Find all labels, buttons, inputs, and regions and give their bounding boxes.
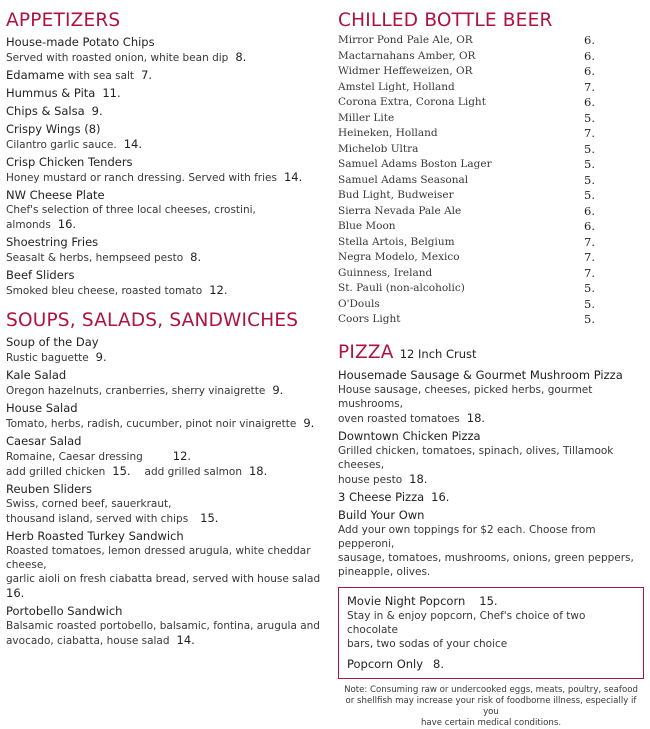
beer-row: Blue Moon 6. bbox=[338, 219, 595, 233]
menu-item: Hummus & Pita 11. bbox=[6, 86, 121, 100]
menu-item: Beef Sliders Smoked bleu cheese, roasted tomato 12. bbox=[6, 268, 228, 297]
beer-row: Samuel Adams Boston Lager 5. bbox=[338, 157, 595, 171]
beer-row: Bud Light, Budweiser 5. bbox=[338, 188, 595, 202]
beer-row: Sierra Nevada Pale Ale 6. bbox=[338, 203, 595, 218]
menu-item: Crisp Chicken Tenders Honey mustard or ranch dressing. Served with fries 14. bbox=[6, 155, 303, 184]
menu-item: Build Your Own Add your own toppings for $2 each. Choose from pepperoni, sausage, tomatoes, mushrooms, onions, green peppers, pineapple, olives. bbox=[338, 507, 634, 578]
appetizers-title: APPETIZERS bbox=[6, 10, 121, 31]
popcorn-box: Movie Night Popcorn 15. Stay in & enjoy popcorn, Chef's choice of two chocolate bars, two sodas of your choice Popcorn Only 8. bbox=[338, 587, 644, 679]
menu-item: NW Cheese Plate Chef's selection of three local cheeses, crostini, almonds 16. bbox=[6, 188, 256, 231]
pizza-subtitle: 12 Inch Crust bbox=[399, 346, 477, 361]
beer-row: St. Pauli (non-alcoholic) 5. bbox=[338, 281, 595, 295]
menu-item: Soup of the Day Rustic baguette 9. bbox=[6, 335, 107, 364]
beer-row: Guinness, Ireland 7. bbox=[338, 265, 595, 280]
beer-row: Corona Extra, Corona Light 6. bbox=[338, 95, 595, 109]
menu-item: Shoestring Fries Seasalt & herbs, hempseed pesto 8. bbox=[6, 235, 202, 264]
menu-item: Chips & Salsa 9. bbox=[6, 104, 103, 118]
beer-row: Coors Light 5. bbox=[338, 312, 595, 326]
menu-item: House Salad Tomato, herbs, radish, cucumber, pinot noir vinaigrette 9. bbox=[6, 401, 315, 430]
menu-item: Downtown Chicken Pizza Grilled chicken, tomatoes, spinach, olives, Tillamook cheeses, house pesto 18. bbox=[338, 428, 614, 486]
beer-row: Mirror Pond Pale Ale, OR 6. bbox=[338, 33, 595, 47]
right-column bbox=[338, 10, 644, 729]
beer-row: Michelob Ultra 5. bbox=[338, 141, 595, 156]
beer-row: Stella Artois, Belgium 7. bbox=[338, 234, 595, 249]
popcorn-only-name: Popcorn Only bbox=[347, 656, 424, 671]
menu-item: Caesar Salad Romaine, Caesar dressing 12. add grilled chicken 15. add grilled salmon 18. bbox=[6, 434, 268, 478]
left-column bbox=[6, 10, 324, 648]
menu-item: 3 Cheese Pizza 16. bbox=[338, 489, 450, 504]
menu-item: Edamame with sea salt 7. bbox=[6, 68, 153, 82]
health-note: Note: Consuming raw or undercooked eggs, meats, poultry, seafood or shellfish may increase your risk of foodborne illness, especially if you have certain medical conditions. bbox=[344, 684, 638, 728]
beer-row: Miller Lite 5. bbox=[338, 110, 595, 125]
beer-list bbox=[338, 33, 644, 328]
menu-item: Kale Salad Oregon hazelnuts, cranberries, sherry vinaigrette 9. bbox=[6, 368, 284, 397]
beer-row: Negra Modelo, Mexico 7. bbox=[338, 250, 595, 264]
menu-item: Herb Roasted Turkey Sandwich Roasted tomatoes, lemon dressed arugula, white cheddar cheese, garlic aioli on fresh ciabatta bread, served with house salad 16. bbox=[6, 529, 321, 600]
movie-popcorn-name: Movie Night Popcorn bbox=[347, 593, 466, 608]
menu-item: House-made Potato Chips Served with roasted onion, white bean dip 8. bbox=[6, 35, 247, 64]
menu-item: Housemade Sausage & Gourmet Mushroom Pizza House sausage, cheeses, picked herbs, gourmet mushrooms, oven roasted tomatoes 18. bbox=[338, 367, 623, 425]
beer-row: O'Douls 5. bbox=[338, 296, 595, 311]
beer-row: Heineken, Holland 7. bbox=[338, 126, 595, 140]
menu-item: Crispy Wings (8) Cilantro garlic sauce. 14. bbox=[6, 122, 143, 151]
menu-item: Reuben Sliders Swiss, corned beef, sauerkraut, thousand island, served with chips 15. bbox=[6, 482, 219, 525]
menu-item: Portobello Sandwich Balsamic roasted portobello, balsamic, fontina, arugula and avocado, ciabatta, house salad 14. bbox=[6, 604, 320, 647]
beer-row: Widmer Heffeweizen, OR 6. bbox=[338, 64, 595, 78]
beer-row: Amstel Light, Holland 7. bbox=[338, 79, 595, 94]
soups-title: SOUPS, SALADS, SANDWICHES bbox=[6, 310, 299, 331]
pizza-title: PIZZA 12 Inch Crust bbox=[338, 341, 477, 363]
beer-row: Samuel Adams Seasonal 5. bbox=[338, 172, 595, 187]
beer-row: Mactarnahans Amber, OR 6. bbox=[338, 48, 595, 63]
beer-title: CHILLED BOTTLE BEER bbox=[338, 10, 553, 31]
